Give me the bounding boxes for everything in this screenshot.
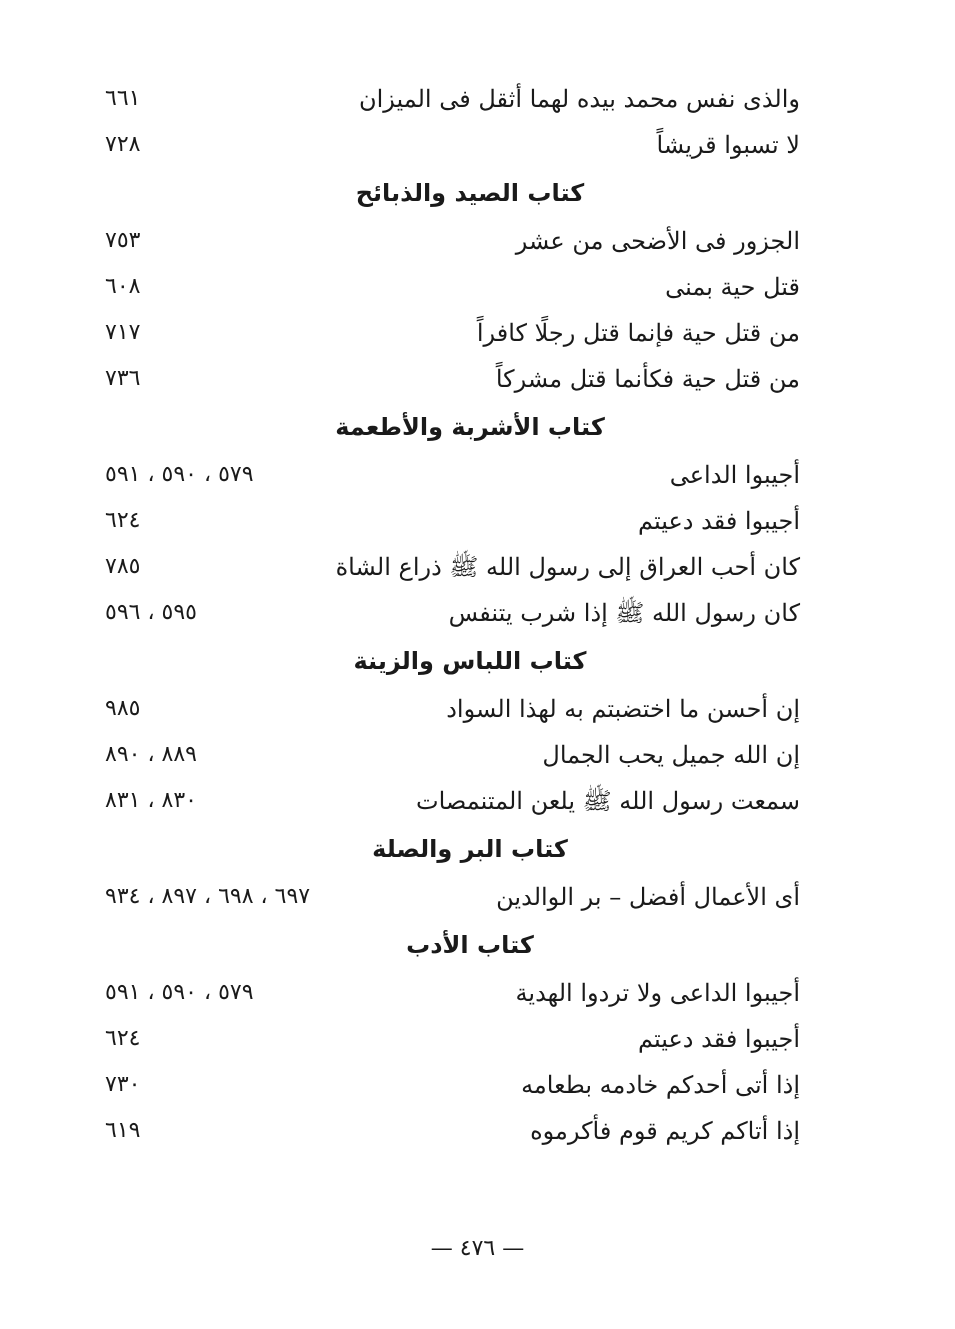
hadith-text: والذى نفس محمد بيده لهما أثقل فى الميزان xyxy=(358,85,800,113)
section-heading xyxy=(100,636,800,686)
index-entry xyxy=(100,1062,800,1108)
index-entry xyxy=(100,970,800,1016)
index-entry xyxy=(100,1016,800,1062)
page-number: — ٤٧٦ — xyxy=(430,1236,525,1261)
section-heading xyxy=(100,824,800,874)
index-entry xyxy=(100,686,800,732)
hadith-text: أجيبوا فقد دعيتم xyxy=(638,507,800,535)
index-entry xyxy=(100,874,800,920)
page-references: ٨٣٠ ، ٨٣١ xyxy=(105,788,197,813)
page-references: ٦٢٤ xyxy=(105,1026,141,1051)
hadith-text: إذا أتاكم كريم قوم فأكرموه xyxy=(530,1117,800,1145)
hadith-text: كان أحب العراق إلى رسول الله ﷺ ذراع الشاة xyxy=(335,553,800,581)
index-entry xyxy=(100,76,800,122)
index-entry xyxy=(100,778,800,824)
hadith-text: كان رسول الله ﷺ إذا شرب يتنفس xyxy=(448,599,800,627)
page-references: ٧٥٣ xyxy=(105,228,141,253)
page-references: ٥٩٥ ، ٥٩٦ xyxy=(105,600,197,625)
hadith-text: إذا أتى أحدكم خادمه بطعامه xyxy=(521,1071,800,1099)
section-heading xyxy=(100,168,800,218)
section-heading xyxy=(100,920,800,970)
section-heading xyxy=(100,402,800,452)
page-references: ٧٣٠ xyxy=(105,1072,141,1097)
hadith-text: لا تسبوا قريشاً xyxy=(656,131,800,159)
hadith-text: أى الأعمال أفضل – بر الوالدين xyxy=(496,883,800,911)
section-title: كتاب الصيد والذبائح xyxy=(355,179,585,207)
page-references: ٦٩٧ ، ٦٩٨ ، ٨٩٧ ، ٩٣٤ xyxy=(105,884,311,909)
page-references: ٧٣٦ xyxy=(105,366,141,391)
page-references: ٥٧٩ ، ٥٩٠ ، ٥٩١ xyxy=(105,980,254,1005)
page-references: ٨٨٩ ، ٨٩٠ xyxy=(105,742,197,767)
index-entry xyxy=(100,452,800,498)
page-references: ٩٨٥ xyxy=(105,696,141,721)
hadith-text: إن أحسن ما اختضبتم به لهذا السواد xyxy=(446,695,800,723)
index-entry xyxy=(100,732,800,778)
section-title: كتاب البر والصلة xyxy=(372,835,568,863)
index-entry xyxy=(100,310,800,356)
section-title: كتاب الأشربة والأطعمة xyxy=(335,413,605,441)
hadith-text: من قتل حية فإنما قتل رجلًا كافراً xyxy=(476,319,800,347)
section-title: كتاب الأدب xyxy=(406,931,534,959)
page-references: ٦٢٤ xyxy=(105,508,141,533)
page-references: ٦١٩ xyxy=(105,1118,141,1143)
index-entry xyxy=(100,1108,800,1154)
index-page xyxy=(100,76,800,1154)
page-references: ٧٨٥ xyxy=(105,554,141,579)
hadith-text: أجيبوا الداعى xyxy=(669,461,800,489)
index-entry xyxy=(100,356,800,402)
hadith-text: الجزور فى الأضحى من عشر xyxy=(515,227,800,255)
hadith-text: أجيبوا الداعى ولا تردوا الهدية xyxy=(515,979,800,1007)
hadith-text: قتل حية بمنى xyxy=(665,273,800,301)
index-entry xyxy=(100,498,800,544)
index-entry xyxy=(100,218,800,264)
page-references: ٦٦١ xyxy=(105,86,141,111)
hadith-text: سمعت رسول الله ﷺ يلعن المتنمصات xyxy=(416,787,800,815)
page-references: ٧٢٨ xyxy=(105,132,141,157)
index-entry xyxy=(100,122,800,168)
hadith-text: إن الله جميل يحب الجمال xyxy=(542,741,800,769)
section-title: كتاب اللباس والزينة xyxy=(353,647,587,675)
hadith-text: أجيبوا فقد دعيتم xyxy=(638,1025,800,1053)
index-entry xyxy=(100,264,800,310)
page-references: ٥٧٩ ، ٥٩٠ ، ٥٩١ xyxy=(105,462,254,487)
index-entry xyxy=(100,590,800,636)
hadith-text: من قتل حية فكأنما قتل مشركاً xyxy=(495,365,800,393)
index-entry xyxy=(100,544,800,590)
page-references: ٦٠٨ xyxy=(105,274,141,299)
page-references: ٧١٧ xyxy=(105,320,141,345)
